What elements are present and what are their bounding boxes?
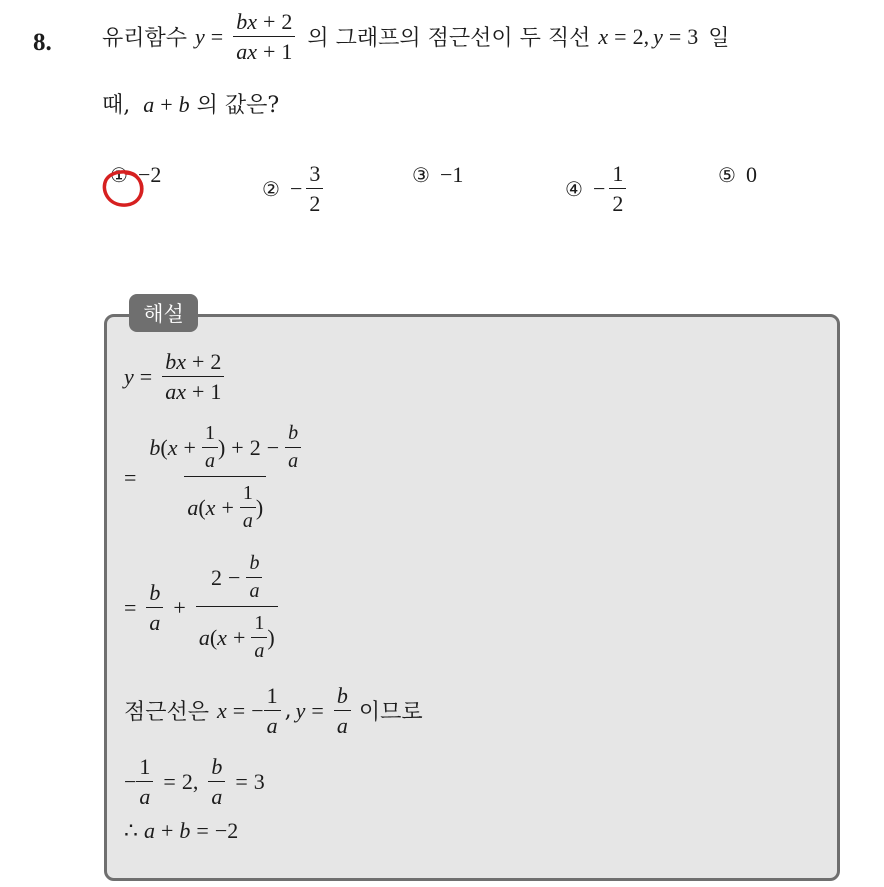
choice-5-value: 0 [745,162,757,187]
choice-1-mark: ① [110,163,128,187]
asymptote-text: 점근선은 [124,700,210,726]
choice-2-value: $\frac{3}{2}$ [306,162,323,215]
solution-step-1: y = $\frac{bx + 2}{ax + 1}$ [124,350,228,403]
choice-2[interactable]: ② − $\frac{3}{2}$ [262,162,327,215]
solution-step-2: = b ( x + $\frac{1}{a}$ ) + 2 − $\frac{b}{a}$ a ( x + $\frac{1}{a}$ ) [124,423,308,532]
solution-step-4: 점근선은 x = − $\frac{1}{a}$ , y = $\frac{b}{a}$ 이므로 [124,683,423,739]
choice-5[interactable] [718,162,757,188]
choice-3-mark: ③ [412,163,430,187]
choice-4-mark: ④ [565,176,583,201]
asymptote-suffix: 이므로 [358,700,423,726]
solution-step-5: − $\frac{1}{a}$ = 2, $\frac{b}{a}$ = 3 [124,754,265,810]
solution-step-3: = $\frac{b}{a}$ + 2 − $\frac{b}{a}$ a ( x + $\frac{1}{a}$ ) [124,553,282,662]
selected-answer-circle-icon [100,168,150,210]
question-fraction: $\frac{bx + 2}{ax + 1}$ [233,10,295,63]
question-line2-end: 의 값은? [196,93,280,118]
choice-4-value: $\frac{1}{2}$ [609,162,626,215]
question-line2-start: 때, [102,93,131,118]
choice-3-value: −1 [439,162,464,187]
choice-4[interactable]: ④ − $\frac{1}{2}$ [565,162,630,215]
question-number: 8. [33,29,52,56]
choice-3[interactable] [412,162,463,188]
question-intro: 유리함수 [102,26,188,52]
choice-1-value: −2 [137,162,162,187]
solution-tag: 해설 [129,294,198,332]
choice-5-mark: ⑤ [718,163,736,187]
question-after-fraction: 의 그래프의 점근선이 두 직선 [307,26,591,52]
question-line-1: 유리함수 y = $\frac{bx + 2}{ax + 1}$ 의 그래프의 점근선이 두 직선 x = 2, y = 3 일 [102,9,730,65]
question-line1-end: 일 [708,26,730,52]
solution-step-6: ∴ a + b = −2 [124,818,239,843]
choice-2-mark: ② [262,176,280,201]
question-line-2: 때, a + b 의 값은? [102,92,280,118]
